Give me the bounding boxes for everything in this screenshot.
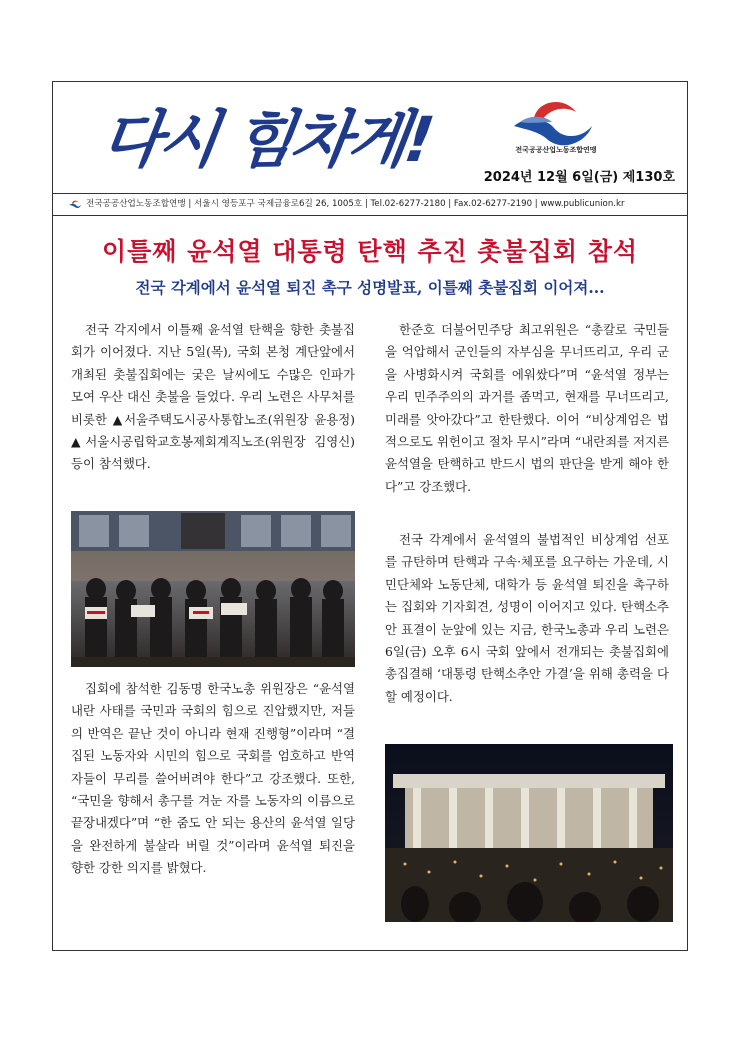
masthead (53, 82, 687, 194)
paragraph-4: 전국 각계에서 윤석열의 불법적인 비상계엄 선포를 규탄하며 탄핵과 구속·체포를 요구하는 가운데, 시민단체와 노동단체, 대학가 등 윤석열 퇴진을 촉구하는 집회와 기자회견, 성명이 이어지고 있다. 탄핵소추안 표결이 눈앞에 있는 지금, 한국노총과 우리 노련은 6일(금) 오후 6시 국회 앞에서 전개되는 촛불집회에 총집결해 ‘대통령 탄핵소추안 가결’을 위해 총력을 다할 예정이다. (385, 532, 669, 704)
newsletter-frame (52, 81, 688, 951)
subheadline: 전국 각계에서 윤석열 퇴진 촉구 성명발표, 이틀째 촛불집회 이어져... (135, 278, 605, 297)
paragraph-2: 집회에 참석한 김동명 한국노총 위원장은 “윤석열 내란 사태를 국민과 국회의 힘으로 진압했지만, 저들의 반역은 끝난 것이 아니라 현재 진행형”이라며 “결집된 노동자와 시민의 힘으로 국회를 엄호하고 반역자들이 무리를 쓸어버려야 한다”고 강조했다. 또한, “국민을 향해서 총구를 겨눈 자를 노동자의 이름으로 끝장내겠다”며 “한 줌도 안 되는 용산의 윤석열 일당을 완전하게 불살라 버릴 것”이라며 윤석열 퇴진을 향한 강한 의지를 밝혔다. (71, 681, 355, 876)
org-name-small: 전국공공산업노동조합연맹 (515, 146, 597, 154)
contact-info: 전국공공산업노동조합연맹 | 서울시 영등포구 국제금융로6길 26, 1005호 | Tel.02-6277-2180 | Fax.02-6277-2190 | www.publicunion.kr (86, 199, 625, 209)
masthead-title: 다시 힘차게! (97, 103, 436, 176)
info-bar (53, 193, 687, 216)
paragraph-1: 전국 각지에서 이틀째 윤석열 탄핵을 향한 촛불집회가 이어졌다. 지난 5일(목), 국회 본청 계단앞에서 개최된 촛불집회에는 궂은 날씨에도 수많은 인파가 모여 우산 대신 촛불을 들었다. 우리 노련은 사무처를 비롯한 ▲서울주택도시공사통합노조(위원장 윤용정) ▲서울시공립학교호봉제회계직노조(위원장 김영신) 등이 참석했다. (71, 322, 355, 472)
rally-photo-2 (385, 744, 673, 922)
rally-photo-1 (71, 511, 355, 667)
union-mini-logo (69, 200, 81, 208)
issue-date: 2024년 12월 6일(금) 제130호 (483, 170, 675, 185)
paragraph-3: 한준호 더불어민주당 최고위원은 “총칼로 국민들을 억압해서 군인들의 자부심을 무너뜨리고, 우리 군을 사병화시켜 국회를 에워쌌다”며 “윤석열 정부는 우리 민주주의의 과거를 좀먹고, 현재를 무너뜨리고, 미래를 앗아갔다”고 한탄했다. 이어 “비상계엄은 법적으로도 위헌이고 절차 무시”라며 “내란죄를 저지른 윤석열을 탄핵하고 반드시 법의 판단을 받게 해야 한다”고 강조했다. (385, 322, 669, 494)
union-logo (506, 92, 596, 152)
headline: 이틀째 윤석열 대통령 탄핵 추진 촛불집회 참석 (101, 237, 639, 266)
